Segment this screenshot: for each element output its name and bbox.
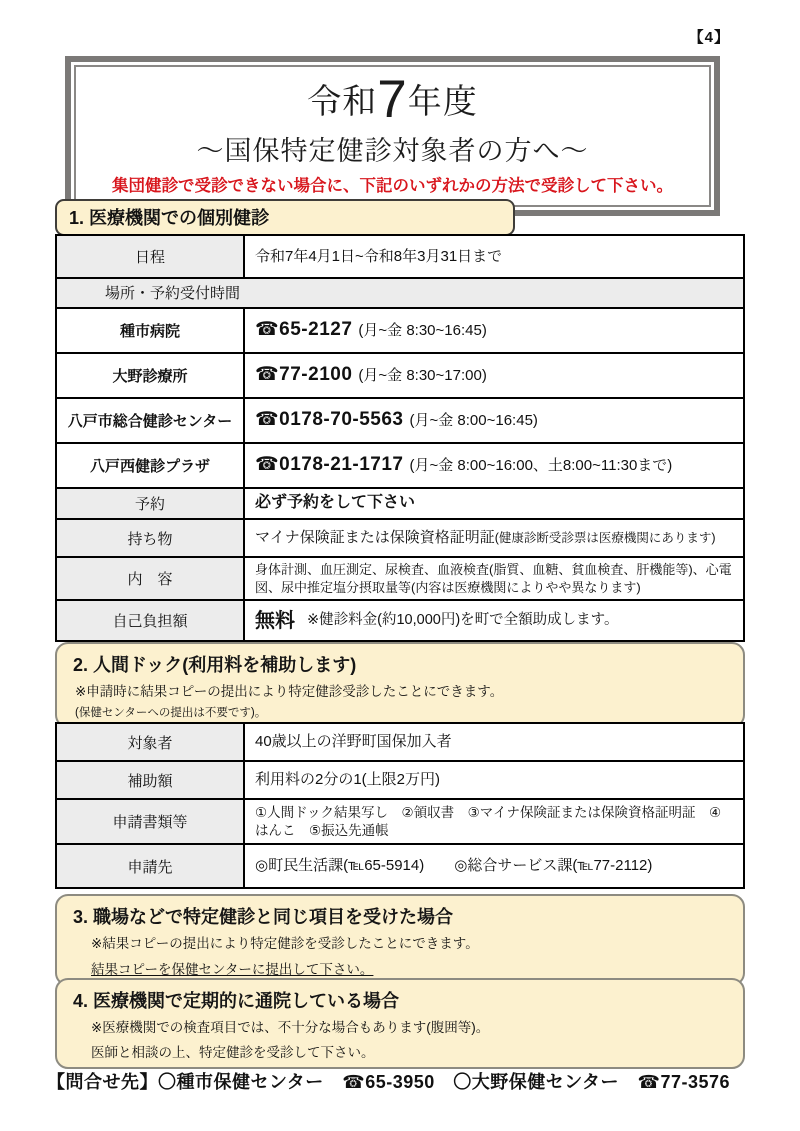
row-value: 令和7年4月1日~令和8年3月31日まで [255, 247, 503, 265]
hospital-contact [245, 399, 743, 442]
belongings-text: マイナ保険証または保険資格証明証 [255, 529, 495, 547]
section2-heading: 2. 人間ドック(利用料を補助します) [73, 655, 357, 675]
phone-number: ☎65-2127 [255, 319, 353, 341]
section1-heading: 1. 医療機関での個別健診 [55, 199, 515, 236]
section4-note2: 医師と相談の上、特定健診を受診して下さい。 [91, 1045, 375, 1060]
row-value [245, 520, 743, 556]
section4-note1: ※医療機関での検査項目では、不十分な場合もあります(腹囲等)。 [91, 1020, 490, 1035]
reservation-required-text: 必ず予約をして下さい [255, 494, 416, 512]
row-label: 補助額 [57, 762, 245, 798]
era-text: 令和 [307, 83, 378, 121]
row-label: 自己負担額 [57, 601, 245, 640]
table-row-hospital [57, 354, 743, 399]
section2-note2: (保健センターへの提出は不要です)。 [75, 707, 267, 719]
office-hours: (月~金 8:30~17:00) [358, 366, 487, 384]
section3-note2: 結果コピーを保健センターに提出して下さい。 [91, 962, 374, 977]
row-value: 身体計測、血圧測定、尿検査、血液検査(脂質、血糖、貧血検査、肝機能等)、心電図、尿中推定塩分摂取量等(内容は医療機関によりやや異なります) [255, 562, 732, 595]
table-row-belongings [57, 520, 743, 558]
title-frame-inner [74, 65, 711, 207]
row-label: 対象者 [57, 724, 245, 760]
row-value: ①人間ドック結果写し ②領収書 ③マイナ保険証または保険資格証明証 ④はんこ ⑤振込先通帳 [255, 804, 722, 838]
subsidy-note: ※健診料金(約10,000円)を町で全額助成します。 [307, 612, 619, 629]
table-row-place-header [57, 279, 743, 309]
row-value: 利用料の2分の1(上限2万円) [255, 771, 441, 789]
hospital-contact [245, 444, 743, 487]
phone-number: ☎0178-21-1717 [255, 454, 404, 476]
table-row-target [57, 724, 743, 762]
place-header-cell: 場所・予約受付時間 [57, 279, 743, 307]
table-row-subsidy [57, 762, 743, 800]
table-row-hospital [57, 309, 743, 354]
row-value [245, 489, 743, 518]
individual-checkup-table [55, 234, 745, 642]
section2-box [55, 642, 745, 728]
fiscal-year-title [82, 70, 703, 129]
office-hours: (月~金 8:00~16:00、土8:00~11:30まで) [409, 456, 673, 474]
hospital-contact [245, 354, 743, 397]
row-label: 内 容 [57, 558, 245, 599]
phone-number: ☎0178-70-5563 [255, 409, 404, 431]
section4-box [55, 978, 745, 1069]
table-row-hospital [57, 444, 743, 489]
hospital-name: 八戸西健診プラザ [57, 444, 245, 487]
title-subtitle: ～国保特定健診対象者の方へ～ [196, 136, 589, 166]
red-notice: 集団健診で受診できない場合に、下記のいずれかの方法で受診して下さい。 [112, 177, 673, 195]
section3-box [55, 894, 745, 986]
section3-note1: ※結果コピーの提出により特定健診を受診したことにできます。 [91, 936, 479, 951]
table-row-hospital [57, 399, 743, 444]
row-label: 日程 [57, 236, 245, 277]
year-digit: 7 [377, 70, 408, 129]
hospital-name: 大野診療所 [57, 354, 245, 397]
belongings-note: (健康診断受診票は医療機関にあります) [494, 530, 716, 545]
free-text: 無料 [255, 609, 295, 632]
phone-number: ☎77-2100 [255, 364, 353, 386]
page-number: 【4】 [688, 29, 730, 46]
office-hours: (月~金 8:30~16:45) [358, 321, 487, 339]
hospital-contact [245, 309, 743, 352]
row-value [245, 601, 743, 640]
row-label: 予約 [57, 489, 245, 518]
hospital-name: 種市病院 [57, 309, 245, 352]
era-suffix: 年度 [407, 83, 478, 121]
title-frame [65, 56, 720, 216]
table-row-apply-to [57, 845, 743, 887]
row-value: ◎町民生活課(℡65-5914) ◎総合サービス課(℡77-2112) [255, 857, 653, 875]
table-row-schedule [57, 236, 743, 279]
section3-heading: 3. 職場などで特定健診と同じ項目を受けた場合 [73, 907, 454, 927]
section2-note1: ※申請時に結果コピーの提出により特定健診受診したことにできます。 [75, 684, 504, 699]
contact-footer: 【問合せ先】〇種市保健センター ☎65-3950 〇大野保健センター ☎77-3576 [47, 1072, 731, 1092]
section4-heading: 4. 医療機関で定期的に通院している場合 [73, 991, 400, 1011]
row-label: 申請書類等 [57, 800, 245, 843]
table-row-cost [57, 601, 743, 640]
table-row-reservation [57, 489, 743, 520]
dock-subsidy-table [55, 722, 745, 889]
table-row-documents [57, 800, 743, 845]
row-label: 持ち物 [57, 520, 245, 556]
row-value: 40歳以上の洋野町国保加入者 [255, 733, 452, 751]
hospital-name: 八戸市総合健診センター [57, 399, 245, 442]
office-hours: (月~金 8:00~16:45) [409, 411, 538, 429]
table-row-content [57, 558, 743, 601]
row-label: 申請先 [57, 845, 245, 887]
